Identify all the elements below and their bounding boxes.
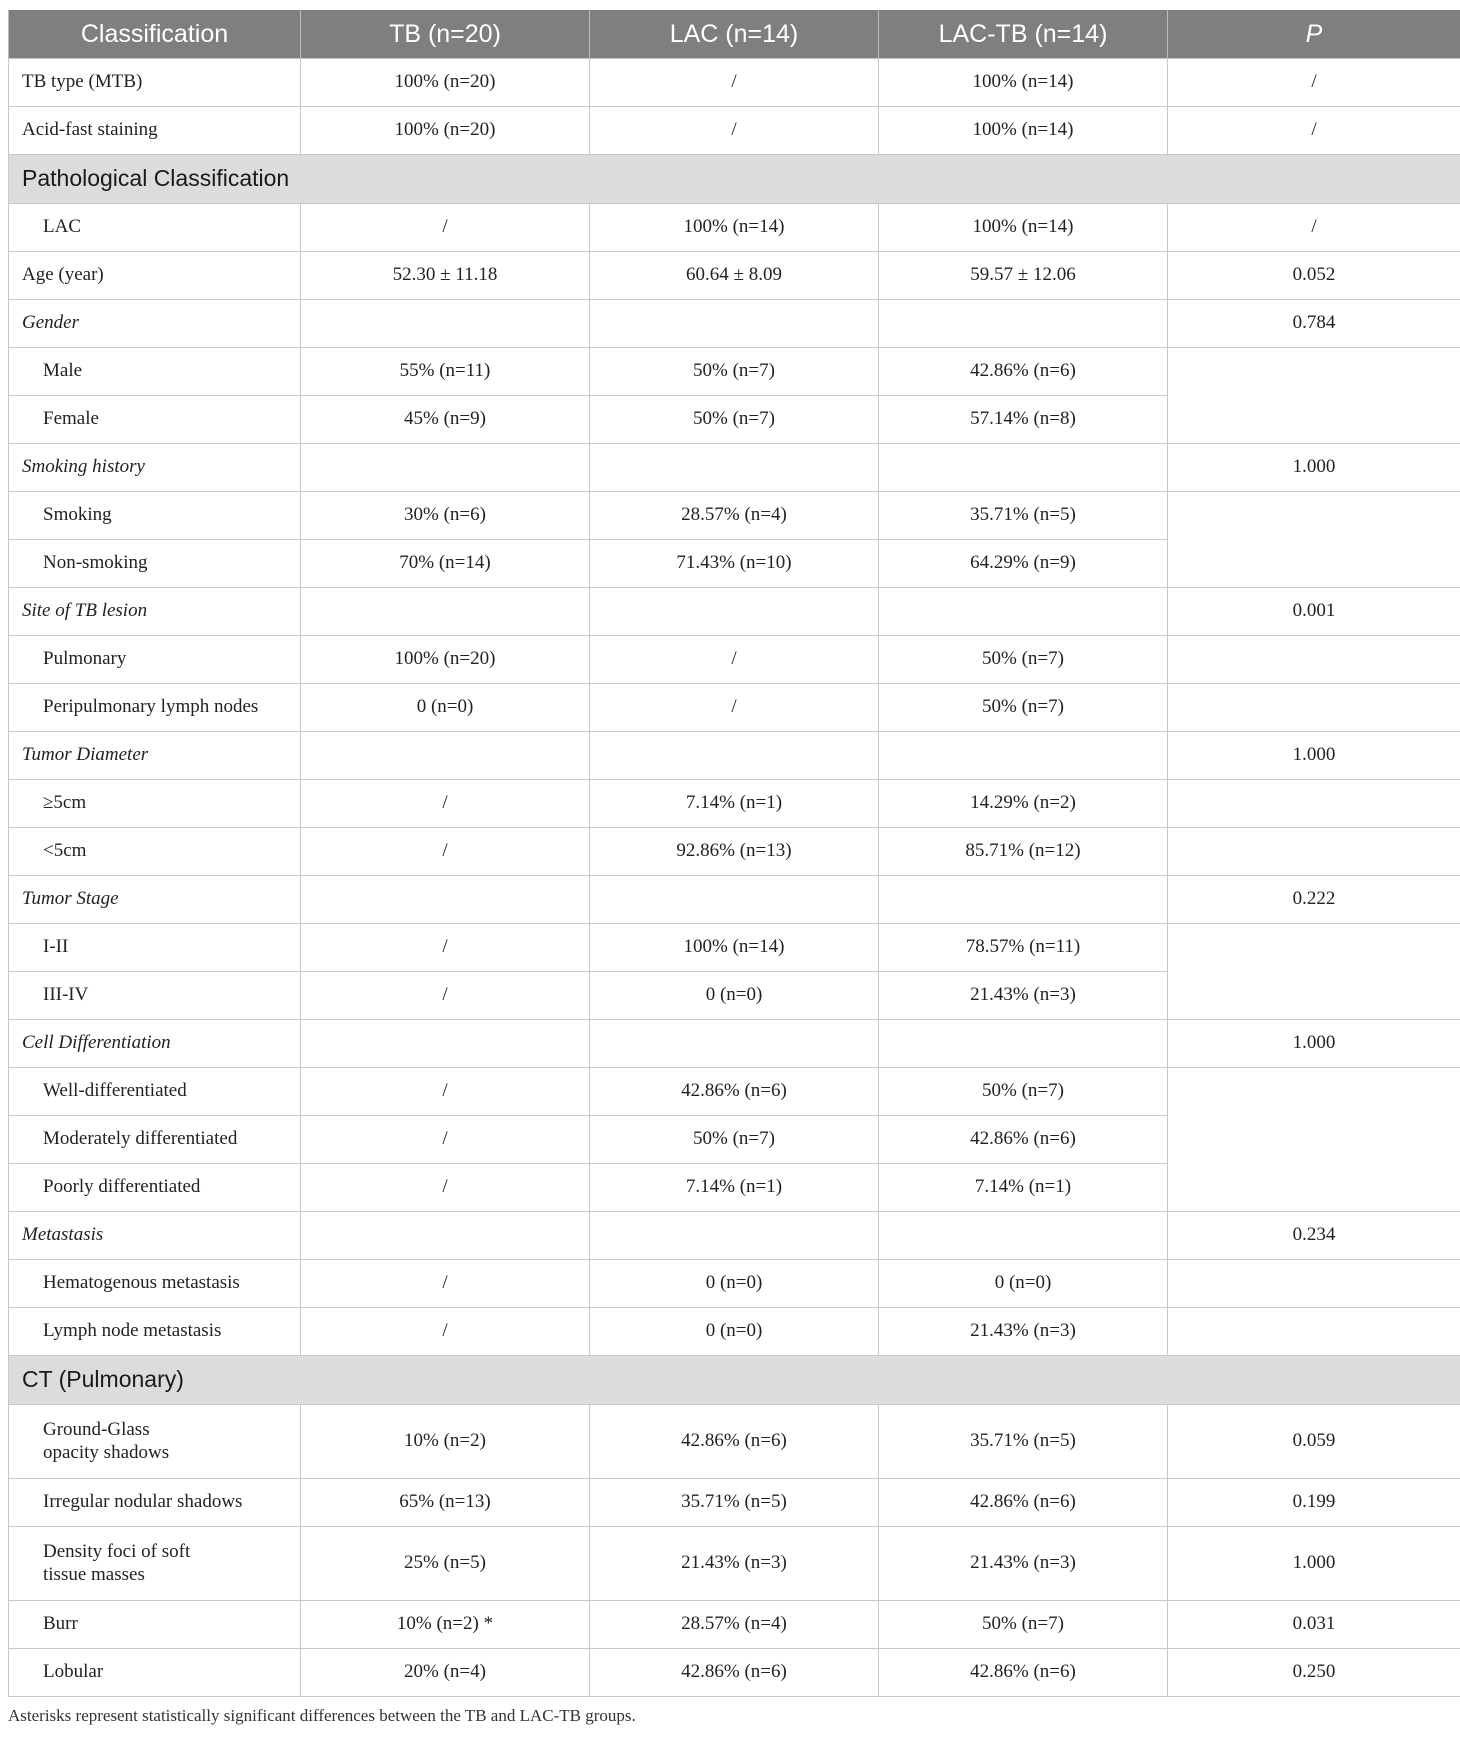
p-value xyxy=(1168,1260,1460,1308)
p-value: 0.031 xyxy=(1168,1601,1460,1649)
table-cell: / xyxy=(301,1164,590,1212)
table-row xyxy=(9,107,1460,155)
table-cell: 45% (n=9) xyxy=(301,396,590,444)
table-row xyxy=(9,1068,1460,1116)
table-cell: 0 (n=0) xyxy=(590,1260,879,1308)
table-cell: 50% (n=7) xyxy=(590,1116,879,1164)
group-row xyxy=(9,300,1460,348)
table-row xyxy=(9,252,1460,300)
p-value: 0.001 xyxy=(1168,588,1460,636)
row-label: TB type (MTB) xyxy=(9,59,301,107)
p-value-merged xyxy=(1168,1068,1460,1212)
header-tb: TB (n=20) xyxy=(301,10,590,59)
table-cell: 42.86% (n=6) xyxy=(590,1068,879,1116)
table-cell: 100% (n=14) xyxy=(879,107,1168,155)
p-value: / xyxy=(1168,107,1460,155)
p-value xyxy=(1168,828,1460,876)
table-cell: 0 (n=0) xyxy=(301,684,590,732)
empty-cell xyxy=(879,300,1168,348)
section-row xyxy=(9,1356,1460,1405)
table-row xyxy=(9,1405,1460,1479)
empty-cell xyxy=(590,1212,879,1260)
table-cell: / xyxy=(301,1116,590,1164)
row-label: Peripulmonary lymph nodes xyxy=(9,684,301,732)
p-value xyxy=(1168,636,1460,684)
table-cell: / xyxy=(590,59,879,107)
table-cell: 78.57% (n=11) xyxy=(879,924,1168,972)
table-row xyxy=(9,1479,1460,1527)
row-label: Metastasis xyxy=(9,1212,301,1260)
empty-cell xyxy=(301,300,590,348)
row-label: Site of TB lesion xyxy=(9,588,301,636)
p-value-merged xyxy=(1168,348,1460,444)
empty-cell xyxy=(301,444,590,492)
table-cell: 21.43% (n=3) xyxy=(879,972,1168,1020)
row-label: <5cm xyxy=(9,828,301,876)
table-row xyxy=(9,636,1460,684)
table-cell: 42.86% (n=6) xyxy=(590,1405,879,1479)
table-cell: 21.43% (n=3) xyxy=(590,1527,879,1601)
row-label-line: Ground-Glass xyxy=(43,1418,150,1440)
table-cell: 59.57 ± 12.06 xyxy=(879,252,1168,300)
table-cell: 42.86% (n=6) xyxy=(879,1649,1168,1697)
table-cell: / xyxy=(590,684,879,732)
table-cell: 50% (n=7) xyxy=(879,1601,1168,1649)
header-lac-tb: LAC-TB (n=14) xyxy=(879,10,1168,59)
table-cell: 100% (n=20) xyxy=(301,636,590,684)
p-value-merged xyxy=(1168,924,1460,1020)
header-p: P xyxy=(1168,10,1460,59)
table-cell: 100% (n=14) xyxy=(590,924,879,972)
table-cell: / xyxy=(301,204,590,252)
p-value: 0.234 xyxy=(1168,1212,1460,1260)
p-value: 1.000 xyxy=(1168,732,1460,780)
p-value: / xyxy=(1168,204,1460,252)
row-label xyxy=(9,1405,301,1479)
row-label: Cell Differentiation xyxy=(9,1020,301,1068)
table-cell: 55% (n=11) xyxy=(301,348,590,396)
table-cell: / xyxy=(301,972,590,1020)
section-row xyxy=(9,155,1460,204)
header-lac: LAC (n=14) xyxy=(590,10,879,59)
table-cell: 30% (n=6) xyxy=(301,492,590,540)
section-label: CT (Pulmonary) xyxy=(9,1356,1460,1405)
table-cell: 7.14% (n=1) xyxy=(879,1164,1168,1212)
table-cell: 92.86% (n=13) xyxy=(590,828,879,876)
group-row xyxy=(9,1020,1460,1068)
row-label: Tumor Stage xyxy=(9,876,301,924)
table-cell: 0 (n=0) xyxy=(590,1308,879,1356)
table-cell: 100% (n=14) xyxy=(879,59,1168,107)
row-label: Poorly differentiated xyxy=(9,1164,301,1212)
empty-cell xyxy=(879,444,1168,492)
empty-cell xyxy=(301,1020,590,1068)
row-label: Burr xyxy=(9,1601,301,1649)
empty-cell xyxy=(879,876,1168,924)
header-classification: Classification xyxy=(9,10,301,59)
table-cell: 70% (n=14) xyxy=(301,540,590,588)
table-cell: 65% (n=13) xyxy=(301,1479,590,1527)
row-label: Tumor Diameter xyxy=(9,732,301,780)
table-row xyxy=(9,1308,1460,1356)
table-cell: 10% (n=2) xyxy=(301,1405,590,1479)
empty-cell xyxy=(590,300,879,348)
p-value-merged xyxy=(1168,492,1460,588)
p-value: 0.052 xyxy=(1168,252,1460,300)
table-row xyxy=(9,348,1460,396)
table-cell: / xyxy=(301,828,590,876)
table-container xyxy=(8,10,1460,1726)
empty-cell xyxy=(879,1212,1168,1260)
table-cell: 85.71% (n=12) xyxy=(879,828,1168,876)
row-label: Age (year) xyxy=(9,252,301,300)
table-row xyxy=(9,780,1460,828)
empty-cell xyxy=(590,732,879,780)
row-label: Male xyxy=(9,348,301,396)
table-cell: / xyxy=(301,924,590,972)
table-cell: 42.86% (n=6) xyxy=(879,1116,1168,1164)
p-value xyxy=(1168,684,1460,732)
data-table xyxy=(8,10,1460,1697)
p-value: 1.000 xyxy=(1168,444,1460,492)
group-row xyxy=(9,1212,1460,1260)
empty-cell xyxy=(590,876,879,924)
table-body xyxy=(9,59,1460,1697)
table-cell: 21.43% (n=3) xyxy=(879,1527,1168,1601)
p-value xyxy=(1168,1308,1460,1356)
group-row xyxy=(9,732,1460,780)
empty-cell xyxy=(879,732,1168,780)
empty-cell xyxy=(301,876,590,924)
p-value: / xyxy=(1168,59,1460,107)
table-cell: 25% (n=5) xyxy=(301,1527,590,1601)
table-cell: 50% (n=7) xyxy=(879,684,1168,732)
table-row xyxy=(9,1527,1460,1601)
empty-cell xyxy=(879,588,1168,636)
table-row xyxy=(9,828,1460,876)
group-row xyxy=(9,444,1460,492)
row-label: Moderately differentiated xyxy=(9,1116,301,1164)
table-cell: / xyxy=(590,636,879,684)
p-value: 0.222 xyxy=(1168,876,1460,924)
empty-cell xyxy=(301,1212,590,1260)
row-label: Acid-fast staining xyxy=(9,107,301,155)
row-label-line: Density foci of soft xyxy=(43,1540,191,1562)
row-label xyxy=(9,1527,301,1601)
empty-cell xyxy=(590,444,879,492)
p-value: 1.000 xyxy=(1168,1020,1460,1068)
table-cell: 52.30 ± 11.18 xyxy=(301,252,590,300)
table-cell: 0 (n=0) xyxy=(590,972,879,1020)
table-cell: 50% (n=7) xyxy=(879,636,1168,684)
table-cell: 100% (n=20) xyxy=(301,107,590,155)
row-label: Well-differentiated xyxy=(9,1068,301,1116)
section-label: Pathological Classification xyxy=(9,155,1460,204)
p-value xyxy=(1168,780,1460,828)
table-row xyxy=(9,492,1460,540)
table-cell: 100% (n=14) xyxy=(879,204,1168,252)
row-label-line: tissue masses xyxy=(43,1563,145,1585)
p-value: 0.250 xyxy=(1168,1649,1460,1697)
table-cell: 0 (n=0) xyxy=(879,1260,1168,1308)
group-row xyxy=(9,588,1460,636)
table-cell: 71.43% (n=10) xyxy=(590,540,879,588)
empty-cell xyxy=(590,1020,879,1068)
table-cell: 20% (n=4) xyxy=(301,1649,590,1697)
table-cell: 35.71% (n=5) xyxy=(879,1405,1168,1479)
row-label: Gender xyxy=(9,300,301,348)
empty-cell xyxy=(301,588,590,636)
table-cell: 7.14% (n=1) xyxy=(590,780,879,828)
row-label: III-IV xyxy=(9,972,301,1020)
row-label: LAC xyxy=(9,204,301,252)
table-cell: 100% (n=14) xyxy=(590,204,879,252)
row-label: I-II xyxy=(9,924,301,972)
group-row xyxy=(9,876,1460,924)
header-row xyxy=(9,10,1460,59)
table-cell: 60.64 ± 8.09 xyxy=(590,252,879,300)
p-value: 0.784 xyxy=(1168,300,1460,348)
table-row xyxy=(9,924,1460,972)
row-label: Hematogenous metastasis xyxy=(9,1260,301,1308)
row-label: Irregular nodular shadows xyxy=(9,1479,301,1527)
empty-cell xyxy=(879,1020,1168,1068)
table-row xyxy=(9,684,1460,732)
row-label: Pulmonary xyxy=(9,636,301,684)
table-cell: / xyxy=(301,1260,590,1308)
row-label: Female xyxy=(9,396,301,444)
p-value: 0.059 xyxy=(1168,1405,1460,1479)
table-cell: 28.57% (n=4) xyxy=(590,1601,879,1649)
table-cell: 42.86% (n=6) xyxy=(879,348,1168,396)
table-cell: 64.29% (n=9) xyxy=(879,540,1168,588)
table-row xyxy=(9,1649,1460,1697)
table-cell: / xyxy=(301,780,590,828)
table-cell: 57.14% (n=8) xyxy=(879,396,1168,444)
row-label: Non-smoking xyxy=(9,540,301,588)
table-cell: / xyxy=(301,1068,590,1116)
empty-cell xyxy=(301,732,590,780)
table-cell: 35.71% (n=5) xyxy=(879,492,1168,540)
p-value: 1.000 xyxy=(1168,1527,1460,1601)
table-cell: / xyxy=(301,1308,590,1356)
row-label: Smoking history xyxy=(9,444,301,492)
row-label: ≥5cm xyxy=(9,780,301,828)
row-label: Smoking xyxy=(9,492,301,540)
table-cell: 7.14% (n=1) xyxy=(590,1164,879,1212)
table-cell: 50% (n=7) xyxy=(590,348,879,396)
table-cell: 50% (n=7) xyxy=(879,1068,1168,1116)
table-cell: 28.57% (n=4) xyxy=(590,492,879,540)
table-cell: 35.71% (n=5) xyxy=(590,1479,879,1527)
table-row xyxy=(9,1260,1460,1308)
p-value: 0.199 xyxy=(1168,1479,1460,1527)
table-row xyxy=(9,204,1460,252)
table-row xyxy=(9,59,1460,107)
table-cell: 10% (n=2) * xyxy=(301,1601,590,1649)
table-cell: 100% (n=20) xyxy=(301,59,590,107)
table-cell: 50% (n=7) xyxy=(590,396,879,444)
empty-cell xyxy=(590,588,879,636)
row-label: Lobular xyxy=(9,1649,301,1697)
table-cell: 42.86% (n=6) xyxy=(879,1479,1168,1527)
row-label-line: opacity shadows xyxy=(43,1441,170,1463)
table-cell: 14.29% (n=2) xyxy=(879,780,1168,828)
footnote: Asterisks represent statistically significant differences between the TB and LAC-TB groups. xyxy=(8,1706,636,1725)
table-cell: / xyxy=(590,107,879,155)
row-label: Lymph node metastasis xyxy=(9,1308,301,1356)
table-cell: 42.86% (n=6) xyxy=(590,1649,879,1697)
table-row xyxy=(9,1601,1460,1649)
table-cell: 21.43% (n=3) xyxy=(879,1308,1168,1356)
